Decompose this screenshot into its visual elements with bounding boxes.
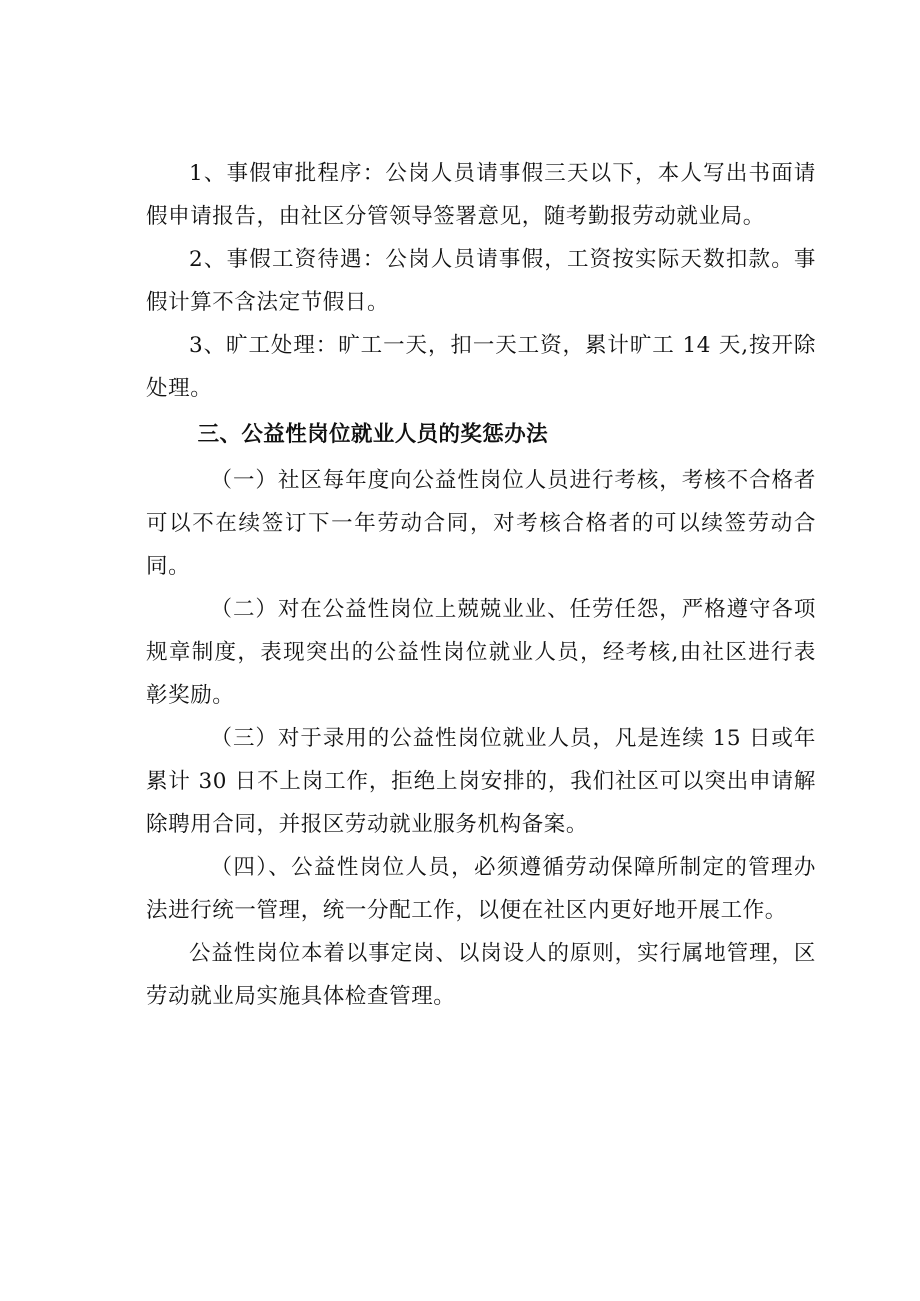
leave-wage-paragraph: 2、事假工资待遇：公岗人员请事假，工资按实际天数扣款。事假计算不含法定节假日。 [146, 247, 816, 315]
reward-item-1: （一）社区每年度向公益性岗位人员进行考核，考核不合格者可以不在续签订下一年劳动合同，对考核合格者的可以续签劳动合同。 [146, 468, 816, 579]
reward-item-3: （三）对于录用的公益性岗位就业人员，凡是连续 15 日或年累计 30 日不上岗工作，拒绝上岗安排的，我们社区可以突出申请解除聘用合同，并报区劳动就业服务机构备案。 [146, 726, 816, 837]
leave-approval-paragraph: 1、事假审批程序：公岗人员请事假三天以下，本人写出书面请假申请报告，由社区分管领导签署意见，随考勤报劳动就业局。 [146, 161, 816, 229]
reward-item-2: （二）对在公益性岗位上兢兢业业、任劳任怨，严格遵守各项规章制度，表现突出的公益性岗位就业人员，经考核,由社区进行表彰奖励。 [146, 597, 816, 708]
section-heading: 三、公益性岗位就业人员的奖惩办法 [197, 422, 548, 447]
absenteeism-paragraph: 3、旷工处理：旷工一天，扣一天工资，累计旷工 14 天,按开除处理。 [146, 333, 816, 401]
document-body [146, 152, 816, 1018]
reward-item-4: （四）、公益性岗位人员，必须遵循劳动保障所制定的管理办法进行统一管理，统一分配工作，以便在社区内更好地开展工作。 [146, 855, 816, 923]
closing-paragraph: 公益性岗位本着以事定岗、以岗设人的原则，实行属地管理，区劳动就业局实施具体检查管理。 [146, 941, 816, 1009]
